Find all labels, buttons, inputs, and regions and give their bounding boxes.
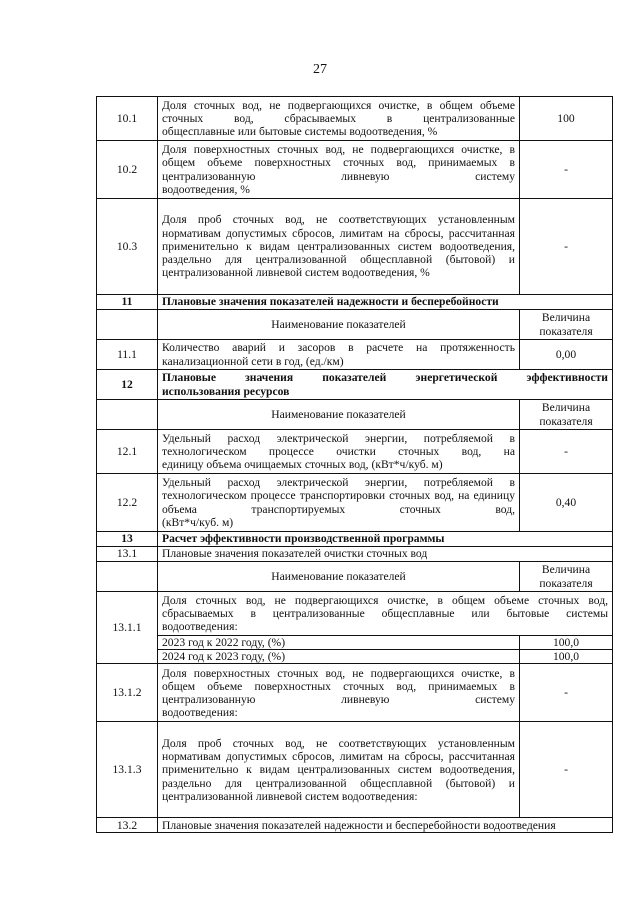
row-number: 10.1 [97, 97, 158, 141]
indicator-value: 0,00 [520, 340, 613, 370]
table-row [97, 592, 613, 636]
indicator-name: Удельный расход электрической энергии, потребляемой в технологическом процессе очистки сточных вод, на единицу объема очищаемых сточных вод, (кВт*ч/куб. м) [158, 430, 520, 474]
indicator-value: - [520, 430, 613, 474]
header-row [97, 310, 613, 340]
row-number: 11.1 [97, 340, 158, 370]
table-row [97, 141, 613, 199]
row-number: 10.3 [97, 199, 158, 295]
indicators-table [96, 96, 613, 833]
section-title: Расчет эффективности производственной программы [158, 532, 613, 547]
row-number: 13.2 [97, 818, 158, 833]
indicator-value: 0,40 [520, 474, 613, 532]
header-row [97, 562, 613, 592]
indicator-name: Доля поверхностных сточных вод, не подвергающихся очистке, в общем объеме поверхностных сточных вод, принимаемых в централизованную ливневую систему водоотведения: [158, 664, 520, 722]
table-row [97, 650, 613, 664]
column-header-value: Величина показателя [520, 562, 613, 592]
indicator-name: Количество аварий и засоров в расчете на протяженность канализационной сети в год, (ед./км) [158, 340, 520, 370]
indicator-value: 100,0 [520, 636, 613, 650]
row-number: 12.1 [97, 430, 158, 474]
indicator-value: - [520, 664, 613, 722]
section-row [97, 295, 613, 310]
subsection-row [97, 818, 613, 833]
page-number: 27 [313, 62, 327, 77]
header-row [97, 400, 613, 430]
table-row [97, 664, 613, 722]
table-row [97, 636, 613, 650]
section-number: 12 [97, 370, 158, 400]
indicator-name: Доля поверхностных сточных вод, не подвергающихся очистке, в общем объеме поверхностных сточных вод, принимаемых в централизованную ливневую систему водоотведения, % [158, 141, 520, 199]
table-row [97, 199, 613, 295]
row-number: 13.1.1 [97, 592, 158, 664]
indicator-name: Доля проб сточных вод, не соответствующих установленным нормативам допустимых сбросов, лимитам на сбросы, рассчитанная применительно к видам централизованных систем водоотведения, раздельно для централизованной общесплавной (бытовой) и централизованной ливневой систем водоотведения, % [158, 199, 520, 295]
row-number: 13.1.3 [97, 722, 158, 818]
indicator-name: Удельный расход электрической энергии, потребляемой в технологическом процессе транспортировки сточных вод, на единицу объема транспортируемых сточных вод, (кВт*ч/куб. м) [158, 474, 520, 532]
period-label: 2023 год к 2022 году, (%) [158, 636, 520, 650]
row-number: 10.2 [97, 141, 158, 199]
subsection-title: Плановые значения показателей очистки сточных вод [158, 547, 613, 562]
section-title: Плановые значения показателей надежности и бесперебойности [158, 295, 613, 310]
indicator-name: Доля сточных вод, не подвергающихся очистке, в общем объеме сточных вод, сбрасываемых в централизованные общесплавные или бытовые системы водоотведения, % [158, 97, 520, 141]
indicator-value: - [520, 141, 613, 199]
indicator-name: Доля сточных вод, не подвергающихся очистке, в общем объеме сточных вод, сбрасываемых в централизованные общесплавные или бытовые системы водоотведения: [158, 592, 613, 636]
row-number: 13.1.2 [97, 664, 158, 722]
section-title: Плановые значения показателей энергетической эффективности использования ресурсов [158, 370, 613, 400]
period-label: 2024 год к 2023 году, (%) [158, 650, 520, 664]
column-header-name: Наименование показателей [158, 562, 520, 592]
column-header-name: Наименование показателей [158, 310, 520, 340]
section-number: 13 [97, 532, 158, 547]
table-row [97, 430, 613, 474]
indicator-value: 100 [520, 97, 613, 141]
column-header-value: Величина показателя [520, 400, 613, 430]
column-header-value: Величина показателя [520, 310, 613, 340]
section-row [97, 370, 613, 400]
indicator-value: 100,0 [520, 650, 613, 664]
table-row [97, 722, 613, 818]
indicator-value: - [520, 722, 613, 818]
indicator-name: Доля проб сточных вод, не соответствующих установленным нормативам допустимых сбросов, лимитам на сбросы, рассчитанная применительно к видам централизованных систем водоотведения, раздельно для централизованной общесплавной (бытовой) и централизованной ливневой систем водоотведения: [158, 722, 520, 818]
section-row [97, 532, 613, 547]
table-row [97, 474, 613, 532]
table-row [97, 340, 613, 370]
row-number: 13.1 [97, 547, 158, 562]
subsection-title: Плановые значения показателей надежности и бесперебойности водоотведения [158, 818, 613, 833]
subsection-row [97, 547, 613, 562]
section-number: 11 [97, 295, 158, 310]
table-row [97, 97, 613, 141]
column-header-name: Наименование показателей [158, 400, 520, 430]
indicator-value: - [520, 199, 613, 295]
row-number: 12.2 [97, 474, 158, 532]
